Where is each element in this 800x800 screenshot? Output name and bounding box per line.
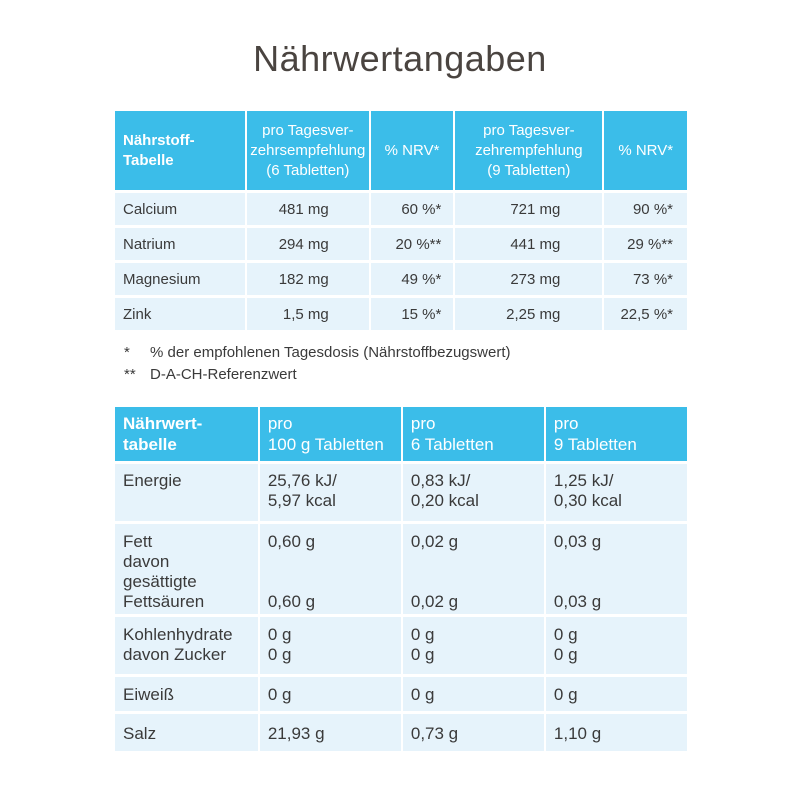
value-6: 0,73 g bbox=[401, 711, 544, 751]
value-100g: 21,93 g bbox=[258, 711, 401, 751]
header-naehrwert: Nährwert- tabelle bbox=[115, 407, 258, 461]
amount-9: 721 mg bbox=[453, 190, 602, 225]
nutrition-table-header bbox=[115, 407, 687, 461]
value-6: 0,83 kJ/ 0,20 kcal bbox=[401, 461, 544, 521]
footnote: * % der empfohlenen Tagesdosis (Nährstoffbezugswert) bbox=[124, 344, 511, 361]
header-nrv-6: % NRV* bbox=[369, 111, 454, 190]
header-9-tabletten: pro Tagesver- zehrempfehlung (9 Tabletten) bbox=[453, 111, 602, 190]
nrv-9: 29 %** bbox=[602, 225, 687, 260]
row-label: Salz bbox=[115, 711, 258, 751]
page-title: Nährwertangaben bbox=[253, 38, 547, 79]
value-100g: 25,76 kJ/ 5,97 kcal bbox=[258, 461, 401, 521]
row-label: Fett davon gesättigte Fettsäuren bbox=[115, 521, 258, 614]
table-row bbox=[115, 260, 687, 295]
row-label: Kohlenhydrate davon Zucker bbox=[115, 614, 258, 674]
nrv-6: 60 %* bbox=[369, 190, 454, 225]
nutrition-table bbox=[115, 407, 687, 751]
table-row-kohlenhydrate bbox=[115, 614, 687, 674]
nrv-6: 49 %* bbox=[369, 260, 454, 295]
nutrient-name: Natrium bbox=[115, 225, 245, 260]
nrv-6: 15 %* bbox=[369, 295, 454, 330]
table-row bbox=[115, 190, 687, 225]
nrv-9: 73 %* bbox=[602, 260, 687, 295]
value-9: 1,10 g bbox=[544, 711, 687, 751]
footnotes bbox=[124, 342, 510, 386]
amount-6: 1,5 mg bbox=[245, 295, 369, 330]
nrv-9: 90 %* bbox=[602, 190, 687, 225]
header-nrv-9: % NRV* bbox=[602, 111, 687, 190]
value-100g: 0,60 g 0,60 g bbox=[258, 521, 401, 614]
table-row-eiweiss bbox=[115, 674, 687, 711]
amount-6: 481 mg bbox=[245, 190, 369, 225]
amount-9: 441 mg bbox=[453, 225, 602, 260]
row-label: Eiweiß bbox=[115, 674, 258, 711]
value-6: 0 g bbox=[401, 674, 544, 711]
header-6-tabletten: pro 6 Tabletten bbox=[401, 407, 544, 461]
value-6: 0 g 0 g bbox=[401, 614, 544, 674]
value-9: 0 g bbox=[544, 674, 687, 711]
table-row-energie bbox=[115, 461, 687, 521]
header-100g: pro 100 g Tabletten bbox=[258, 407, 401, 461]
amount-6: 182 mg bbox=[245, 260, 369, 295]
table-row bbox=[115, 225, 687, 260]
nutrient-name: Zink bbox=[115, 295, 245, 330]
value-100g: 0 g bbox=[258, 674, 401, 711]
amount-9: 273 mg bbox=[453, 260, 602, 295]
header-9-tabletten: pro 9 Tabletten bbox=[544, 407, 687, 461]
table-row-fett bbox=[115, 521, 687, 614]
nrv-9: 22,5 %* bbox=[602, 295, 687, 330]
nutrient-name: Magnesium bbox=[115, 260, 245, 295]
header-6-tabletten: pro Tagesver- zehrsempfehlung (6 Tabletten) bbox=[245, 111, 369, 190]
table-row-salz bbox=[115, 711, 687, 751]
mineral-table bbox=[115, 111, 687, 330]
table-row bbox=[115, 295, 687, 330]
amount-9: 2,25 mg bbox=[453, 295, 602, 330]
value-100g: 0 g 0 g bbox=[258, 614, 401, 674]
value-6: 0,02 g 0,02 g bbox=[401, 521, 544, 614]
mineral-table-header bbox=[115, 111, 687, 190]
value-9: 0,03 g 0,03 g bbox=[544, 521, 687, 614]
footnote: ** D-A-CH-Referenzwert bbox=[124, 366, 297, 383]
row-label: Energie bbox=[115, 461, 258, 521]
header-naehrstoff: Nährstoff- Tabelle bbox=[115, 111, 245, 190]
nrv-6: 20 %** bbox=[369, 225, 454, 260]
value-9: 0 g 0 g bbox=[544, 614, 687, 674]
value-9: 1,25 kJ/ 0,30 kcal bbox=[544, 461, 687, 521]
amount-6: 294 mg bbox=[245, 225, 369, 260]
nutrient-name: Calcium bbox=[115, 190, 245, 225]
